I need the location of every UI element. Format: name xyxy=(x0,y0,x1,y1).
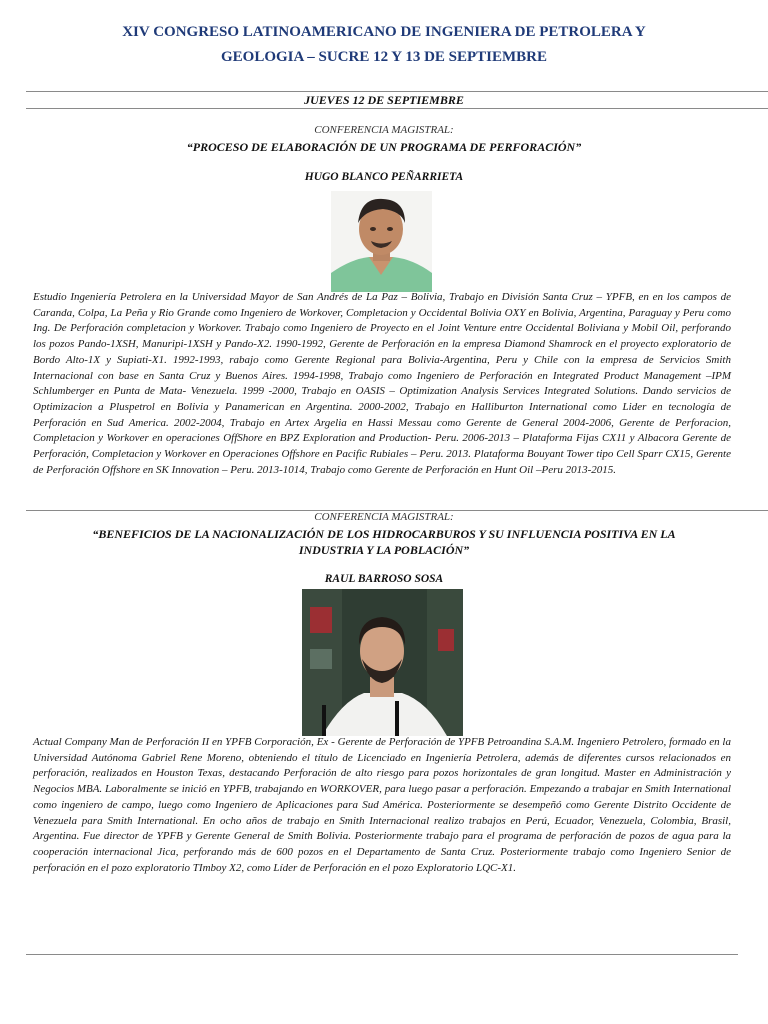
speaker-photo xyxy=(331,191,432,292)
speaker-bio: Estudio Ingeniería Petrolera en la Universidad Mayor de San Andrés de La Paz – Bolivia, Trabajo en División Santa Cruz – YPFB, en en los campos de Caranda, Colpa, La Peña y Rio Grande como Ingeniero de Workover, Completacion y Occidental Bolivia OXY en Bolivia, Argentina, Paraguay y Peru como Ing. De Perforación completacion y Workover. Trabajo como Ingeniero de Proyecto en el Joint Venture entre Occidental Boliviana y Mobil Oil, perforando los pozos Pando-1XSH, Manuripi-1XSH y Pando-X2. 1990-1992, Gerente de Perforación en la empresa Diamond Shamrock en el proyecto exploratorio de Bordo Alto-1X y Supiati-X1. 1992-1993, rabajo como Gerente Regional para Bolivia-Argentina, Peru y Chile con la empresa de Servicios Smith Internacional con base en Santa Cruz y Buenos Aires. 1994-1998, Trabajo como Ingeniero de Perforación en Integrated Product Management –IPM Schlumberger en Punta de Mata- Venezuela. 1999 -2000, Trabajo en OASIS – Optimization Analysis Services Integrated Solutions. Dando servicios de Optimizacion a Pluspetrol en Bolivia y Panamerican en Argentina. 2000-2002, Trabajo en Halliburton International como Lider en tecnología de Perforación en Sud America. 2002-2004, Trabajo en Artex Argelia en Hassi Messau como Gerente de General 2004-2006, Gerente de Perforacion, Completacion y Workover en operaciones OffShore en BPZ Exploration and Production- Peru. 2006-2013 – Plataforma Fijas CX11 y Albacora Gerente de Perforación, Completacion y Workover en Operaciones Offshore en Pacific Rubiales – Peru. 2013. Plataforma Bouyant Tower tipo Cell Sparr CX15, Gerente de Perforación Offshore en SK Innovation – Peru. 2013-1014, Trabajo como Gerente de Perforación en Hunt Oil –Peru 2013-2015. xyxy=(33,291,731,476)
conference-title: “PROCESO DE ELABORACIÓN DE UN PROGRAMA DE PERFORACIÓN” xyxy=(186,140,582,154)
speaker-name: HUGO BLANCO PEÑARRIETA xyxy=(304,171,464,183)
title-line-2: GEOLOGIA – SUCRE 12 Y 13 DE SEPTIEMBRE xyxy=(220,49,548,65)
speaker-name: RAUL BARROSO SOSA xyxy=(324,573,444,585)
title-line-1: XIV CONGRESO LATINOAMERICANO DE INGENIERA DE PETROLERA Y xyxy=(122,24,646,40)
conference-label: CONFERENCIA MAGISTRAL: xyxy=(314,124,454,136)
day-heading: JUEVES 12 DE SEPTIEMBRE xyxy=(304,93,464,107)
divider xyxy=(26,954,738,955)
divider xyxy=(26,91,768,92)
conference-title: “BENEFICIOS DE LA NACIONALIZACIÓN DE LOS HIDROCARBUROS Y SU INFLUENCIA POSITIVA EN LA INDUSTRIA Y LA POBLACIÓN” xyxy=(92,527,676,557)
document-title xyxy=(0,20,768,70)
conference-label: CONFERENCIA MAGISTRAL: xyxy=(314,511,454,523)
speaker-photo xyxy=(302,589,463,736)
divider xyxy=(26,108,768,109)
speaker-bio: Actual Company Man de Perforación II en YPFB Corporación, Ex - Gerente de Perforación de YPFB Petroandina S.A.M. Ingeniero Petrolero, formado en la Universidad Autónoma Gabriel Rene Moreno, obteniendo el título de Licenciado en Ingeniería Petrolera, además de diferentes cursos relacionados en perforación, realizados en Houston Texas, destacando Perforación de alto riesgo para pozos horizontales de gran longitud. Master en Administración y Negocios MBA. Laboralmente se inició en YPFB, trabajando en WORKOVER, para luego pasar a perforación. Empezando a trabajar en Smith International como ingeniero de campo, luego como Ingeniero de Aplicaciones para Sud América. Posteriormente se desempeñó como Gerente Distrito Occidente de Venezuela para Smith International. En ocho años de trabajo en Smith Internacional realizo trabajos en Perú, Ecuador, Venezuela, Colombia, Brasil, Argentina. Fue director de YPFB y Gerente General de Smith Bolivia. Posteriormente trabajo para el programa de perforación de pozos de agua para la cooperación internacional Jica, perforando más de 600 pozos en el Departamento de Santa Cruz. Posteriormente trabajo como Ingeniero Senior de perforación en el pozo exploratorio TImboy X2, como Líder de Perforación en el pozo Exploratorio LQC-X1. xyxy=(33,736,731,874)
